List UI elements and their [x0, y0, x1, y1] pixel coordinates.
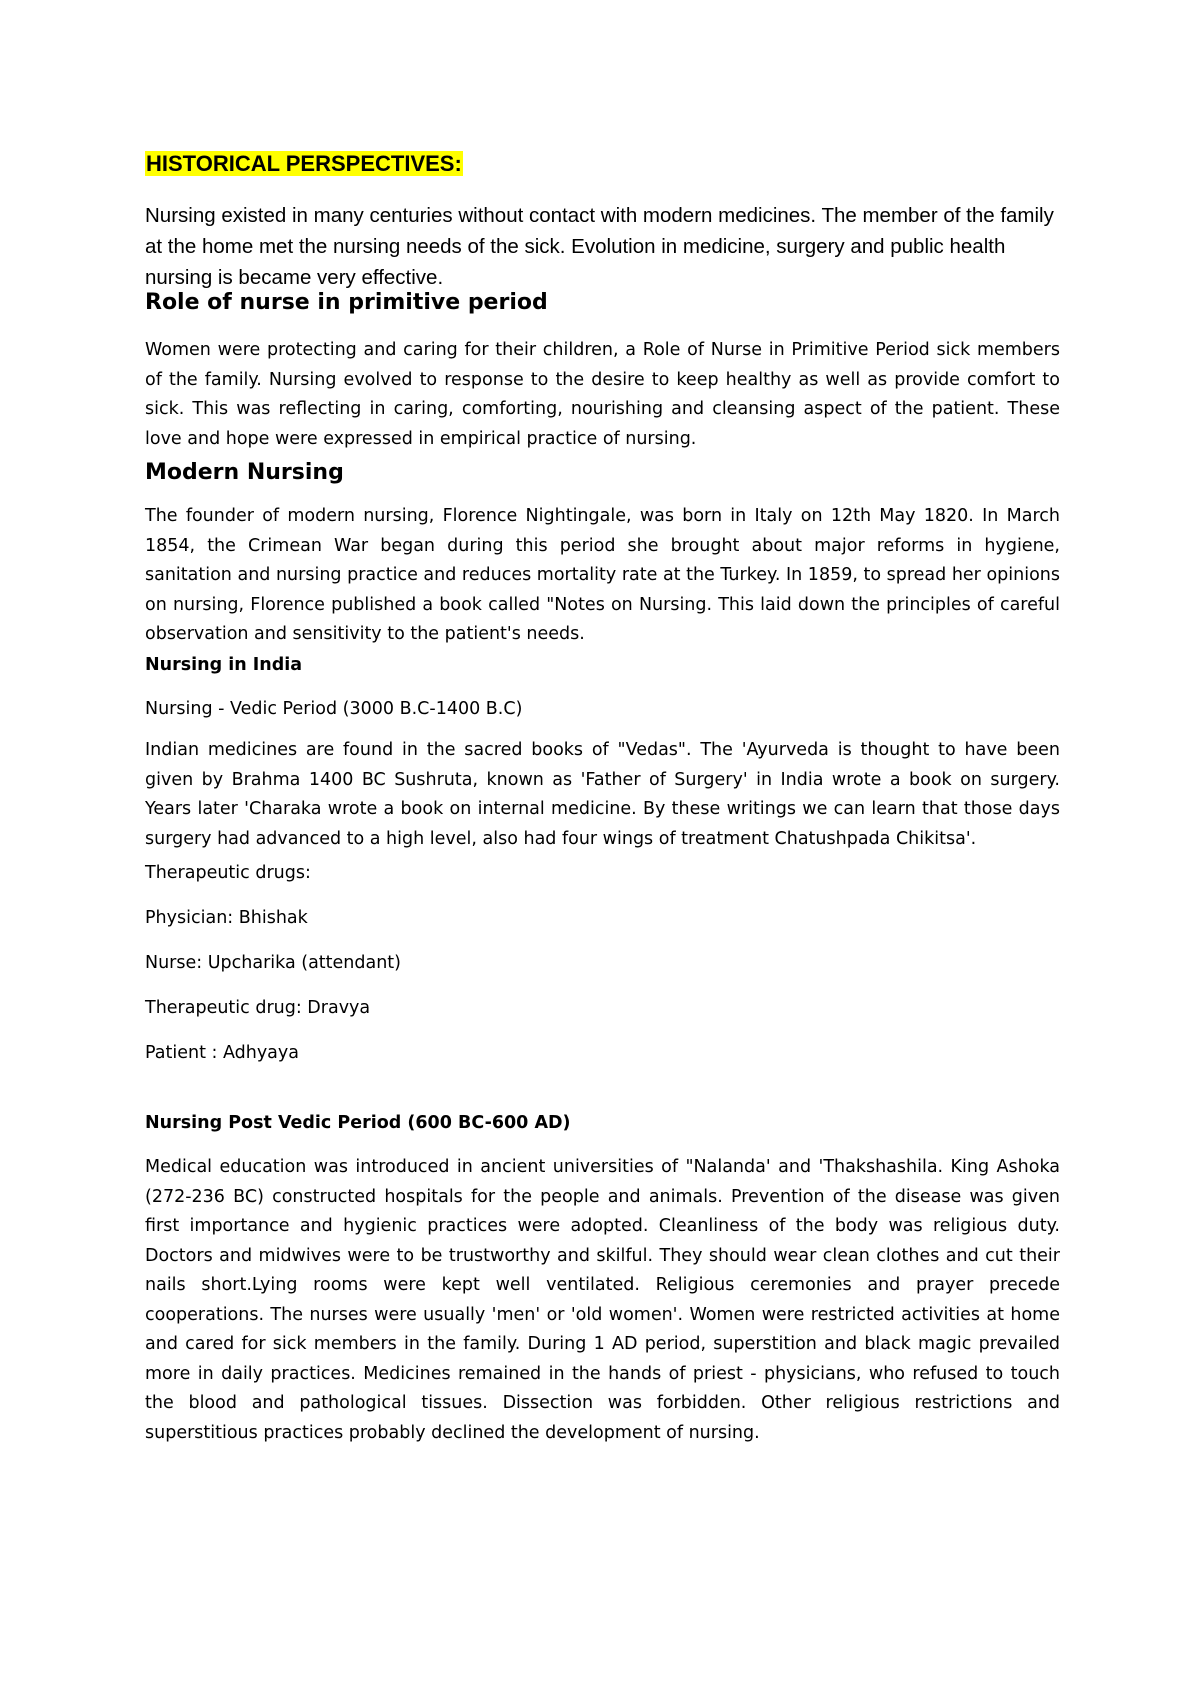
- terms-list-item: Therapeutic drugs:: [145, 863, 311, 883]
- india-heading: Nursing in India: [145, 655, 303, 675]
- post-vedic-heading: Nursing Post Vedic Period (600 BC-600 AD): [145, 1113, 571, 1133]
- intro-paragraph: Nursing existed in many centuries without contact with modern medicines. The member of the family at the home met the nursing needs of the sick. Evolution in medicine, surgery and public health nursing is became very effective.: [145, 204, 1054, 289]
- main-heading: [145, 150, 463, 178]
- vedic-period-title: Nursing - Vedic Period (3000 B.C-1400 B.C): [145, 699, 523, 719]
- terms-list-item: Patient : Adhyaya: [145, 1043, 299, 1063]
- primitive-paragraph: Women were protecting and caring for their children, a Role of Nurse in Primitive Period sick members of the family. Nursing evolved to response to the desire to keep healthy as well as provide comfort to sick. This was reflecting in caring, comforting, nourishing and cleansing aspect of the patient. These love and hope were expressed in empirical practice of nursing.: [145, 340, 1060, 449]
- modern-heading: Modern Nursing: [145, 460, 344, 485]
- vedic-paragraph: Indian medicines are found in the sacred books of "Vedas". The 'Ayurveda is thought to have been given by Brahma 1400 BC Sushruta, known as 'Father of Surgery' in India wrote a book on surgery. Years later 'Charaka wrote a book on internal medicine. By these writings we can learn that those days surgery had advanced to a high level, also had four wings of treatment Chatushpada Chikitsa'.: [145, 740, 1060, 849]
- primitive-heading: Role of nurse in primitive period: [145, 290, 548, 315]
- terms-list-item: Therapeutic drug: Dravya: [145, 998, 371, 1018]
- terms-list-item: Physician: Bhishak: [145, 908, 308, 928]
- terms-list-item: Nurse: Upcharika (attendant): [145, 953, 401, 973]
- main-heading-highlight: HISTORICAL PERSPECTIVES:: [146, 151, 462, 176]
- post-vedic-paragraph: Medical education was introduced in ancient universities of "Nalanda' and 'Thakshashila. King Ashoka (272-236 BC) constructed hospitals for the people and animals. Prevention of the disease was given first importance and hygienic practices were adopted. Cleanliness of the body was religious duty. Doctors and midwives were to be trustworthy and skilful. They should wear clean clothes and cut their nails short.Lying rooms were kept well ventilated. Religious ceremonies and prayer precede cooperations. The nurses were usually 'men' or 'old women'. Women were restricted activities at home and cared for sick members in the family. During 1 AD period, superstition and black magic prevailed more in daily practices. Medicines remained in the hands of priest - physicians, who refused to touch the blood and pathological tissues. Dissection was forbidden. Other religious restrictions and superstitious practices probably declined the development of nursing.: [145, 1157, 1060, 1443]
- modern-paragraph: The founder of modern nursing, Florence Nightingale, was born in Italy on 12th May 1820. In March 1854, the Crimean War began during this period she brought about major reforms in hygiene, sanitation and nursing practice and reduces mortality rate at the Turkey. In 1859, to spread her opinions on nursing, Florence published a book called "Notes on Nursing. This laid down the principles of careful observation and sensitivity to the patient's needs.: [145, 506, 1060, 644]
